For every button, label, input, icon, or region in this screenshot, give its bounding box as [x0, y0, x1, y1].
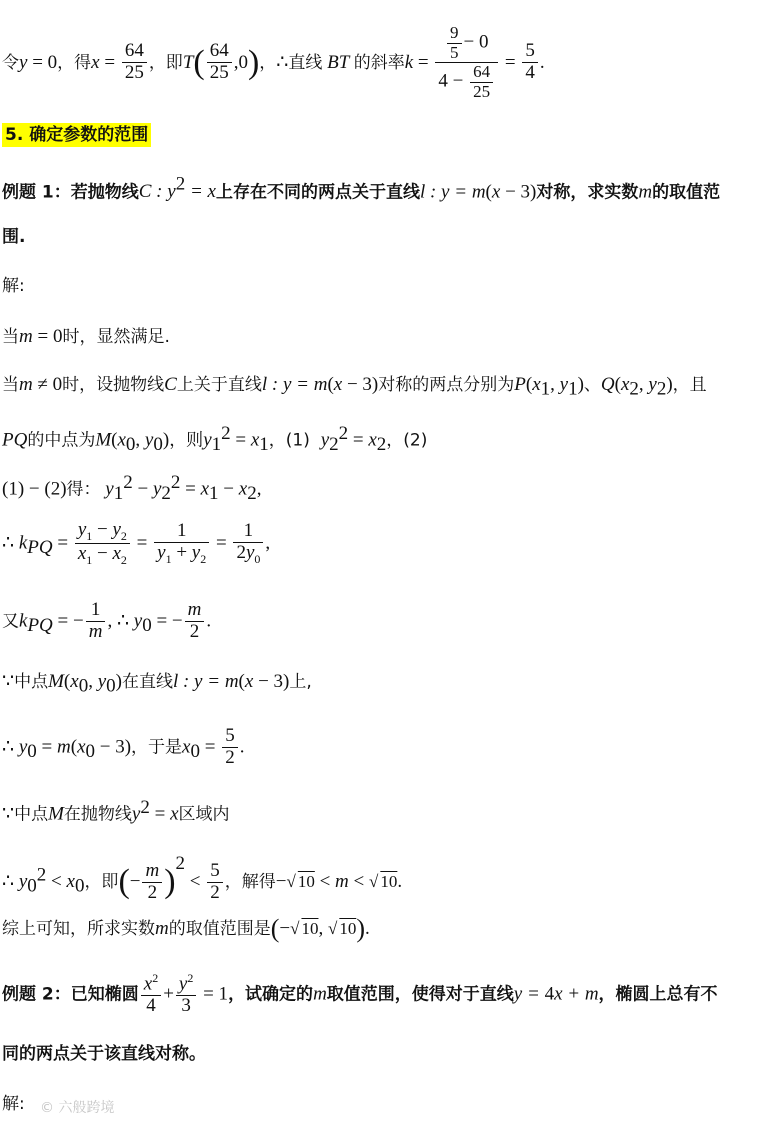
text: 中点	[14, 672, 49, 692]
text: 在抛物线	[63, 804, 132, 825]
fraction: $\frac{y^2}{3}$	[176, 972, 196, 1017]
solution-line-you: 又$k_{PQ}$ = − $\frac{1}{m}$ , ∴ $y_0$ = − $\frac{m}{2}$ .	[2, 599, 212, 642]
text: 当	[2, 375, 19, 395]
text: 的取值范	[652, 182, 721, 203]
text: 得：	[66, 479, 101, 500]
solution-line-conclusion: 综上可知，所求实数m的取值范围是(−√ 10, √ 10).	[2, 914, 370, 943]
example-2-line-2	[2, 1046, 206, 1063]
solution-line-b: 当m ≠ 0时，设抛物线C上关于直线l : y = m(x − 3)对称的两点分别为$P(x_1$, $y_1$)、$Q(x_2$, $y_2$)，且	[2, 374, 707, 400]
solution-line-midpoint: ∵中点$M(x_0$, $y_0$)在直线l : y = m(x − 3)上,	[2, 671, 312, 697]
text: ，于是	[131, 737, 183, 758]
solution-line-region: ∵中点M在抛物线$y^2 = x$区域内	[2, 797, 230, 825]
solution-line-c: PQ的中点为$M(x_0$, $y_0$)，则$y_1^2 = x_1$，(1) $y_2^2 = x_2$，(2)	[2, 423, 428, 456]
text: 上,	[289, 672, 312, 692]
solution-line-d: (1) − (2)得： $y_1^2 - y_2^2 = x_1 - x_2$,	[2, 472, 262, 505]
text: 若抛物线	[70, 182, 139, 203]
text: 上存在不同的两点关于直线	[215, 182, 420, 203]
text: 时，设抛物线	[62, 375, 165, 395]
text: 又	[2, 611, 19, 632]
watermark: © 六般跨境	[40, 1100, 115, 1116]
text: 同的两点关于该直线对称。	[2, 1044, 206, 1064]
section-title-text: 5. 确定参数的范围	[2, 123, 151, 147]
text: 解:	[2, 1094, 25, 1114]
fraction: $\frac{64}{25}$	[207, 41, 232, 84]
text: ，且	[672, 375, 707, 395]
complex-fraction: $\frac{9}{5}$ − 0 4 − $\frac{64}{25}$	[435, 24, 498, 102]
example-2-line-1: 例题 2：已知椭圆 $\frac{x^2}{4}$ + $\frac{y^2}{3}$ = 1，试确定的m取值范围，使得对于直线y = 4x + m，椭圆上总有不	[2, 971, 718, 1017]
solution-line-x0: ∴ $y_0 = m(x_0 - 3)$，于是$x_0$ = $\frac{5}{2}$ .	[2, 725, 245, 768]
solution-line-a: 当m = 0时，显然满足.	[2, 326, 170, 347]
text: 时，显然满足.	[62, 327, 170, 347]
section-title	[2, 127, 151, 144]
text: 当	[2, 327, 19, 347]
text: 的中点为	[27, 430, 96, 451]
fraction: $\frac{x^2}{4}$	[141, 972, 161, 1017]
text: ，	[259, 52, 277, 73]
fraction: $\frac{y_1 - y_2}{x_1 - x_2}$	[75, 520, 130, 567]
fraction: $\frac{1}{y_1 + y_2}$	[154, 521, 209, 566]
fraction: $\frac{5}{2}$	[222, 726, 238, 769]
text: 令	[2, 52, 19, 73]
line-1: 令y = 0，得x = $\frac{64}{25}$ ，即T( $\frac{64}{25}$ ,0)，∴直线 BT 的斜率k = $\frac{9}{5}$ − 0 4 − $\frac{64}{25}$ = $\frac{5}{4}$ .	[2, 23, 545, 102]
text: ，(1)	[268, 430, 310, 451]
fraction: $\frac{1}{2y_0}$	[233, 521, 263, 566]
text: 、	[583, 375, 601, 395]
text: ，试确定的	[228, 984, 314, 1005]
text: ，解得	[224, 872, 276, 892]
example-label: 例题 1：	[2, 182, 71, 203]
text: 的斜率	[353, 52, 405, 73]
text: 中点	[14, 804, 49, 825]
fraction: $\frac{1}{m}$	[86, 600, 106, 643]
text: 区域内	[178, 804, 230, 825]
example-1-line-2	[2, 229, 25, 246]
text: ，(2)	[386, 430, 428, 451]
text: 取值范围，使得对于直线	[326, 984, 514, 1005]
solution-label	[2, 278, 25, 295]
solution-line-ineq: ∴ $y_0^2 < x_0$，即(− $\frac{m}{2}$ )$^2$ < $\frac{5}{2}$ ，解得−√ 10 < m < √ 10.	[2, 853, 403, 903]
fraction: $\frac{5}{4}$	[522, 41, 538, 84]
example-1-line-1: 例题 1：若抛物线C : $y^2 = x$上存在不同的两点关于直线l : y = m(x − 3)对称，求实数m的取值范	[2, 174, 721, 203]
text: 对称的两点分别为	[378, 375, 515, 395]
text: 解:	[2, 276, 25, 296]
text: ，椭圆上总有不	[598, 984, 718, 1005]
text: ，即	[84, 872, 119, 892]
text: 直线	[288, 52, 323, 73]
solution-line-kpq: ∴ $k_{PQ}$ = $\frac{y_1 - y_2}{x_1 - x_2}$ = $\frac{1}{y_1 + y_2}$ = $\frac{1}{2y_0}$ ,	[2, 519, 271, 567]
fraction: $\frac{m}{2}$	[185, 600, 205, 643]
text: 综上可知，所求实数	[2, 919, 155, 939]
fraction: $\frac{m}{2}$	[142, 861, 162, 904]
text: ，则	[169, 430, 204, 451]
text: 在直线	[121, 672, 173, 692]
solution-2-label	[2, 1096, 25, 1113]
example-label: 例题 2：	[2, 984, 71, 1005]
text: 上关于直线	[176, 375, 262, 395]
fraction: $\frac{5}{2}$	[207, 861, 223, 904]
fraction: $\frac{64}{25}$	[122, 41, 147, 84]
text: ，即	[148, 52, 183, 73]
text: 已知椭圆	[70, 984, 139, 1005]
text: 对称，求实数	[536, 182, 639, 203]
text: 的取值范围是	[168, 919, 271, 939]
text: 围.	[2, 227, 26, 247]
text: ，得	[57, 52, 92, 73]
